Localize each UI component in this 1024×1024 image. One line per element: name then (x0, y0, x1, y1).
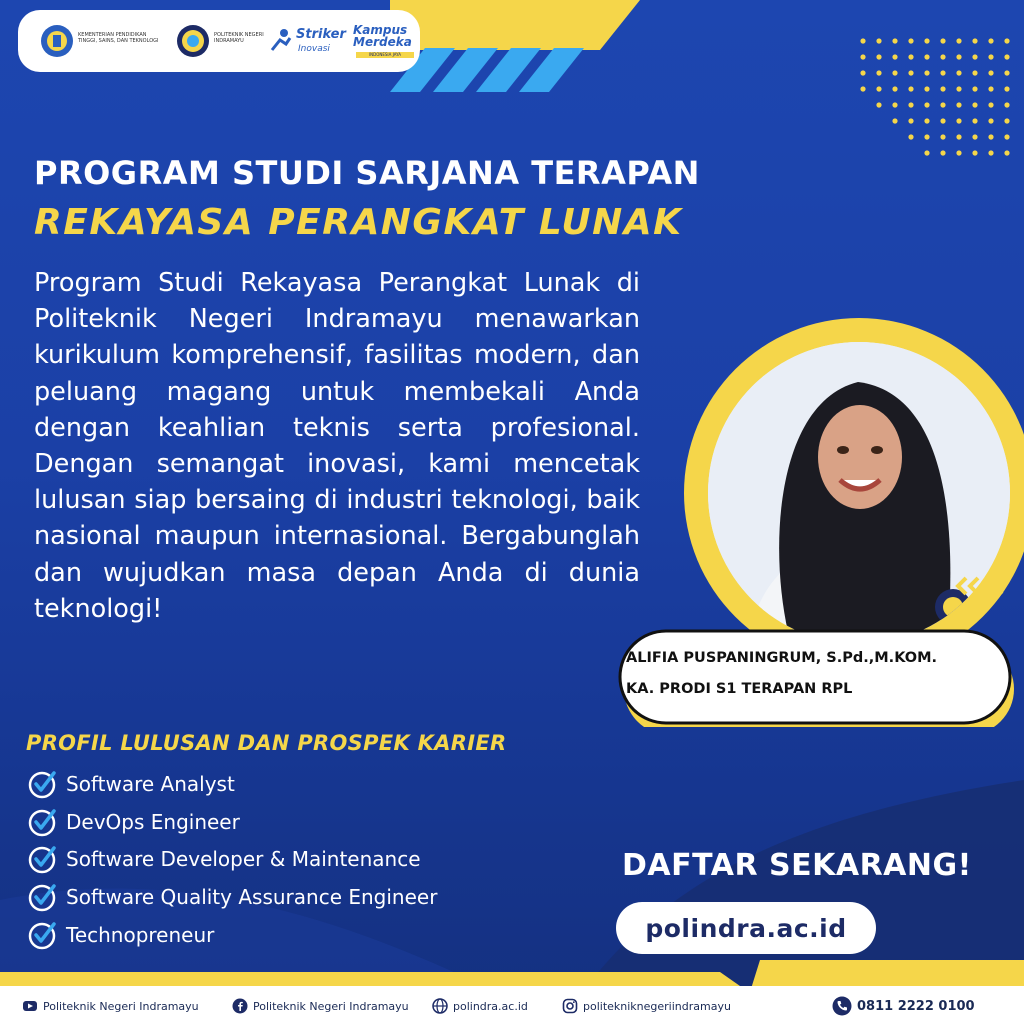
program-description: Program Studi Rekayasa Perangkat Lunak di Politeknik Negeri Indramayu menawarkan kurikulum komprehensif, fasilitas modern, dan peluang magang untuk membekali Anda dengan keahlian teknis serta profesional. Dengan semangat inovasi, kami mencetak lulusan siap bersaing di industri teknologi, baik nasional maupun internasional. Bergabunglah dan wujudkan masa depan Anda di dunia teknologi! (34, 268, 640, 624)
decor-dot (1004, 38, 1009, 43)
striker-text: Striker (296, 27, 346, 42)
decor-dot (892, 102, 897, 107)
decor-dot (972, 134, 977, 139)
decor-dot (972, 54, 977, 59)
polindra-logo-icon (176, 24, 210, 58)
footer-phone-label: 0811 2222 0100 (857, 998, 975, 1014)
checkmark-icon (28, 807, 58, 837)
footer-instagram[interactable] (562, 996, 731, 1016)
chevron-left-icon (952, 576, 1008, 596)
decor-dot (988, 38, 993, 43)
decor-dot (940, 70, 945, 75)
facebook-icon (232, 998, 248, 1014)
decor-dot (988, 102, 993, 107)
checkmark-icon (28, 769, 58, 799)
footer-website-label: polindra.ac.id (453, 999, 528, 1013)
decor-dot (908, 118, 913, 123)
decor-dot (924, 86, 929, 91)
decor-dot (956, 118, 961, 123)
kampus-merdeka-text: Kampus Merdeka (353, 23, 412, 49)
decor-dot (924, 134, 929, 139)
cta-title: DAFTAR SEKARANG! (622, 848, 972, 883)
kemdikbud-text: KEMENTERIAN PENDIDIKAN TINGGI, SAINS, DAN TEKNOLOGI (78, 32, 159, 44)
decor-dot (876, 38, 881, 43)
career-item-label: Software Developer & Maintenance (66, 847, 421, 872)
decor-dot (876, 102, 881, 107)
decor-dot (924, 150, 929, 155)
decor-dot (940, 38, 945, 43)
decor-dot (956, 70, 961, 75)
decor-dot (860, 54, 865, 59)
decor-dot (924, 54, 929, 59)
decor-dot (1004, 134, 1009, 139)
decor-dot (988, 70, 993, 75)
decor-dot (988, 118, 993, 123)
decor-dot (908, 86, 913, 91)
decor-dot (956, 102, 961, 107)
career-section-title: PROFIL LULUSAN DAN PROSPEK KARIER (26, 731, 507, 755)
decor-dot (988, 86, 993, 91)
decor-dot (924, 38, 929, 43)
checkmark-icon (28, 882, 58, 912)
career-item-label: DevOps Engineer (66, 809, 240, 834)
youtube-icon (22, 998, 38, 1014)
decor-dot (972, 86, 977, 91)
striker-sub-text: Inovasi (298, 44, 330, 54)
decor-dot (972, 70, 977, 75)
decor-dot (892, 70, 897, 75)
decor-dot (972, 150, 977, 155)
decor-dot (1004, 86, 1009, 91)
decor-dot (940, 134, 945, 139)
decor-dot (908, 54, 913, 59)
checkmark-icon (28, 844, 58, 874)
decor-dot (860, 86, 865, 91)
program-title: PROGRAM STUDI SARJANA TERAPAN (34, 154, 700, 192)
decor-dot (956, 150, 961, 155)
decor-dot (956, 134, 961, 139)
head-of-program-photo (708, 342, 1010, 644)
person-illustration (708, 342, 1010, 644)
career-item (28, 768, 235, 800)
career-item (28, 806, 240, 838)
decor-dot (908, 102, 913, 107)
checkmark-icon (28, 920, 58, 950)
footer-youtube-label: Politeknik Negeri Indramayu (43, 999, 199, 1013)
globe-icon (432, 998, 448, 1014)
name-card (618, 627, 1018, 727)
decor-dot (908, 70, 913, 75)
footer-facebook[interactable] (232, 996, 409, 1016)
decor-dot (972, 102, 977, 107)
bottom-yellow-strip (0, 972, 740, 986)
register-url: polindra.ac.id (645, 913, 847, 943)
decor-dot (860, 38, 865, 43)
decor-dot (940, 54, 945, 59)
striker-runner-icon (268, 28, 294, 56)
decor-dot (924, 70, 929, 75)
decor-dot (1004, 150, 1009, 155)
decor-dot (924, 102, 929, 107)
decor-dot (940, 150, 945, 155)
career-item-label: Technopreneur (66, 922, 215, 947)
career-item-label: Software Quality Assurance Engineer (66, 885, 438, 910)
person-name: ALIFIA PUSPANINGRUM, S.Pd.,M.KOM. (626, 650, 938, 666)
logo-bar (18, 10, 420, 72)
decor-dot (956, 38, 961, 43)
program-subtitle: REKAYASA PERANGKAT LUNAK (34, 202, 683, 243)
footer-phone[interactable] (832, 996, 975, 1016)
decor-dot (892, 38, 897, 43)
decor-dot (876, 86, 881, 91)
decor-dot (892, 86, 897, 91)
decor-dot (1004, 70, 1009, 75)
decor-dot (972, 38, 977, 43)
decor-dot (1004, 102, 1009, 107)
decor-dot (956, 54, 961, 59)
phone-icon (832, 996, 852, 1016)
decor-dot (988, 134, 993, 139)
decor-dot (1004, 54, 1009, 59)
decor-dot (988, 54, 993, 59)
register-link-button[interactable] (616, 902, 876, 954)
footer-facebook-label: Politeknik Negeri Indramayu (253, 999, 409, 1013)
dot-grid-decoration (855, 35, 1015, 165)
decor-dot (956, 86, 961, 91)
decor-dot (908, 134, 913, 139)
decor-dot (940, 86, 945, 91)
instagram-icon (562, 998, 578, 1014)
footer-website[interactable] (432, 996, 528, 1016)
decor-dot (988, 150, 993, 155)
footer-youtube[interactable] (22, 996, 199, 1016)
decor-dot (924, 118, 929, 123)
kemdikbud-logo-icon (40, 24, 74, 58)
career-item-label: Software Analyst (66, 772, 235, 796)
career-item (28, 919, 214, 951)
kampus-merdeka-sub: INDONESIA JAYA (356, 52, 414, 58)
polindra-text: POLITEKNIK NEGERI INDRAMAYU (214, 32, 264, 44)
decor-dot (892, 54, 897, 59)
decor-dot (940, 102, 945, 107)
person-role: KA. PRODI S1 TERAPAN RPL (626, 681, 853, 697)
career-item (28, 843, 421, 875)
footer-instagram-label: politekniknegeriindramayu (583, 999, 731, 1013)
decor-dot (892, 118, 897, 123)
career-item (28, 881, 437, 913)
decor-dot (1004, 118, 1009, 123)
decor-dot (860, 70, 865, 75)
decor-dot (876, 70, 881, 75)
top-yellow-stripe (390, 0, 640, 50)
decor-dot (972, 118, 977, 123)
decor-dot (876, 54, 881, 59)
decor-dot (908, 38, 913, 43)
decor-dot (940, 118, 945, 123)
